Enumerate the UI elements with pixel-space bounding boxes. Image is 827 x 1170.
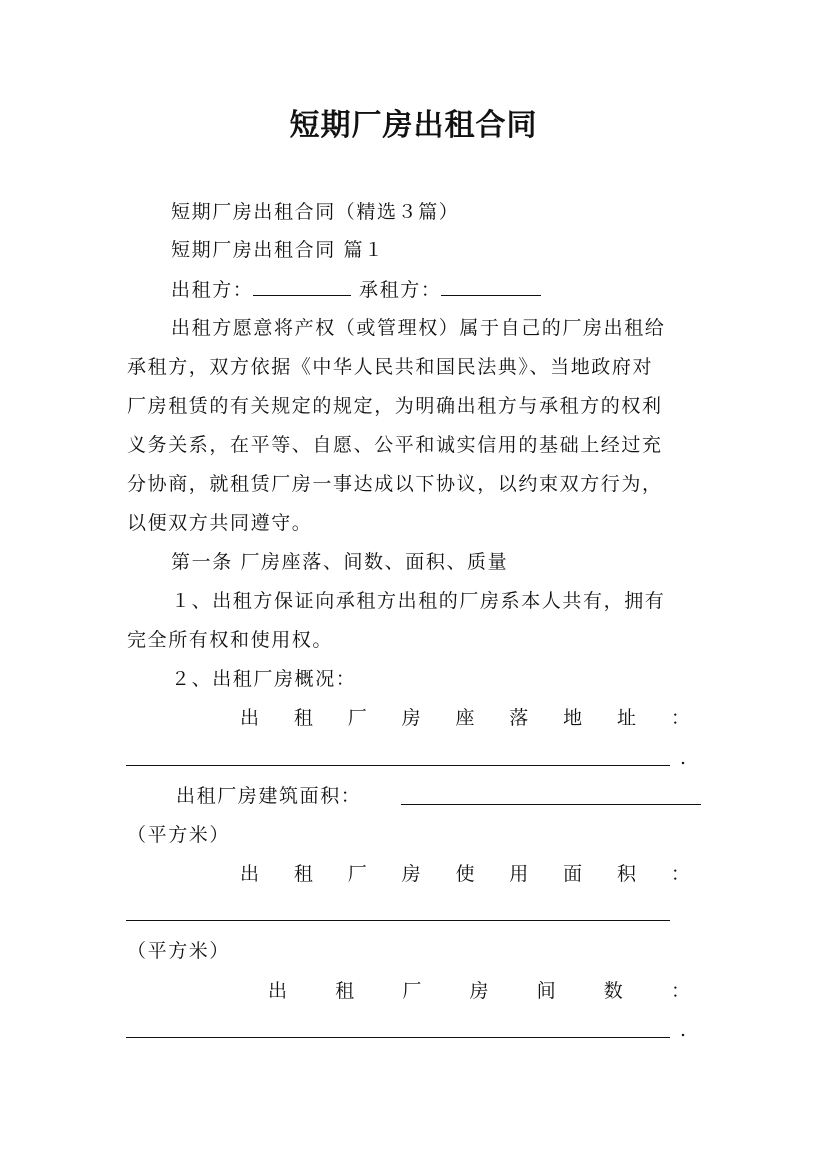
lessee-blank [441, 277, 541, 296]
room-count-char: ： [670, 980, 690, 1002]
use-area-char: 房 [401, 863, 421, 885]
room-count-char: 数 [603, 980, 623, 1002]
building-area-blank [401, 804, 701, 805]
room-count-label [268, 979, 690, 1003]
use-area-char: 积 [617, 863, 637, 885]
room-count-period: . [680, 1019, 687, 1041]
address-blank [126, 765, 670, 766]
intro-line-3: 厂房租赁的有关规定的规定，为明确出租方与承租方的权利 [127, 395, 663, 417]
intro-line-5: 分协商，就租赁厂房一事达成以下协议，以约束双方行为， [127, 473, 663, 495]
lessor-blank [253, 277, 351, 296]
lessor-label: 出租方： [171, 279, 254, 301]
document-subtitle: 短期厂房出租合同（精选３篇） [171, 201, 460, 223]
use-area-blank [126, 920, 670, 921]
use-area-unit: （平方米） [127, 940, 231, 962]
clause-1-line-1: １、出租方保证向承租方出租的厂房系本人共有，拥有 [171, 590, 666, 612]
use-area-char: 出 [240, 863, 260, 885]
clause-1-line-2: 完全所有权和使用权。 [127, 629, 334, 651]
room-count-char: 厂 [402, 980, 422, 1002]
article-1-heading: 第一条 厂房座落、间数、面积、质量 [171, 551, 509, 573]
use-area-char: 厂 [347, 863, 367, 885]
address-char: 座 [455, 707, 475, 729]
address-char: 租 [293, 707, 313, 729]
section-heading: 短期厂房出租合同 篇１ [171, 239, 385, 261]
parties-line [171, 277, 541, 302]
room-count-char: 间 [536, 980, 556, 1002]
intro-line-4: 义务关系，在平等、自愿、公平和诚实信用的基础上经过充 [127, 434, 663, 456]
address-char: ： [670, 707, 690, 729]
room-count-char: 房 [469, 980, 489, 1002]
room-count-blank [126, 1037, 670, 1038]
document-title: 短期厂房出租合同 [289, 108, 538, 143]
intro-line-1: 出租方愿意将产权（或管理权）属于自己的厂房出租给 [171, 317, 666, 339]
address-label [240, 706, 690, 730]
use-area-char: 使 [455, 863, 475, 885]
use-area-label [240, 862, 690, 886]
use-area-char: 用 [509, 863, 529, 885]
room-count-char: 租 [335, 980, 355, 1002]
room-count-char: 出 [268, 980, 288, 1002]
intro-line-6: 以便双方共同遵守。 [127, 512, 313, 534]
intro-line-2: 承租方，双方依据《中华人民共和国民法典》、当地政府对 [127, 356, 654, 378]
lessee-label: 承租方： [359, 279, 442, 301]
use-area-char: 租 [293, 863, 313, 885]
address-char: 址 [617, 707, 637, 729]
address-char: 厂 [347, 707, 367, 729]
address-char: 落 [509, 707, 529, 729]
address-char: 房 [401, 707, 421, 729]
building-area-unit: （平方米） [127, 824, 231, 846]
address-char: 地 [563, 707, 583, 729]
building-area-label: 出租厂房建筑面积： [176, 785, 362, 807]
use-area-char: 面 [563, 863, 583, 885]
use-area-char: ： [670, 863, 690, 885]
address-char: 出 [240, 707, 260, 729]
clause-2-heading: ２、出租厂房概况： [171, 668, 357, 690]
address-period: . [680, 747, 687, 769]
